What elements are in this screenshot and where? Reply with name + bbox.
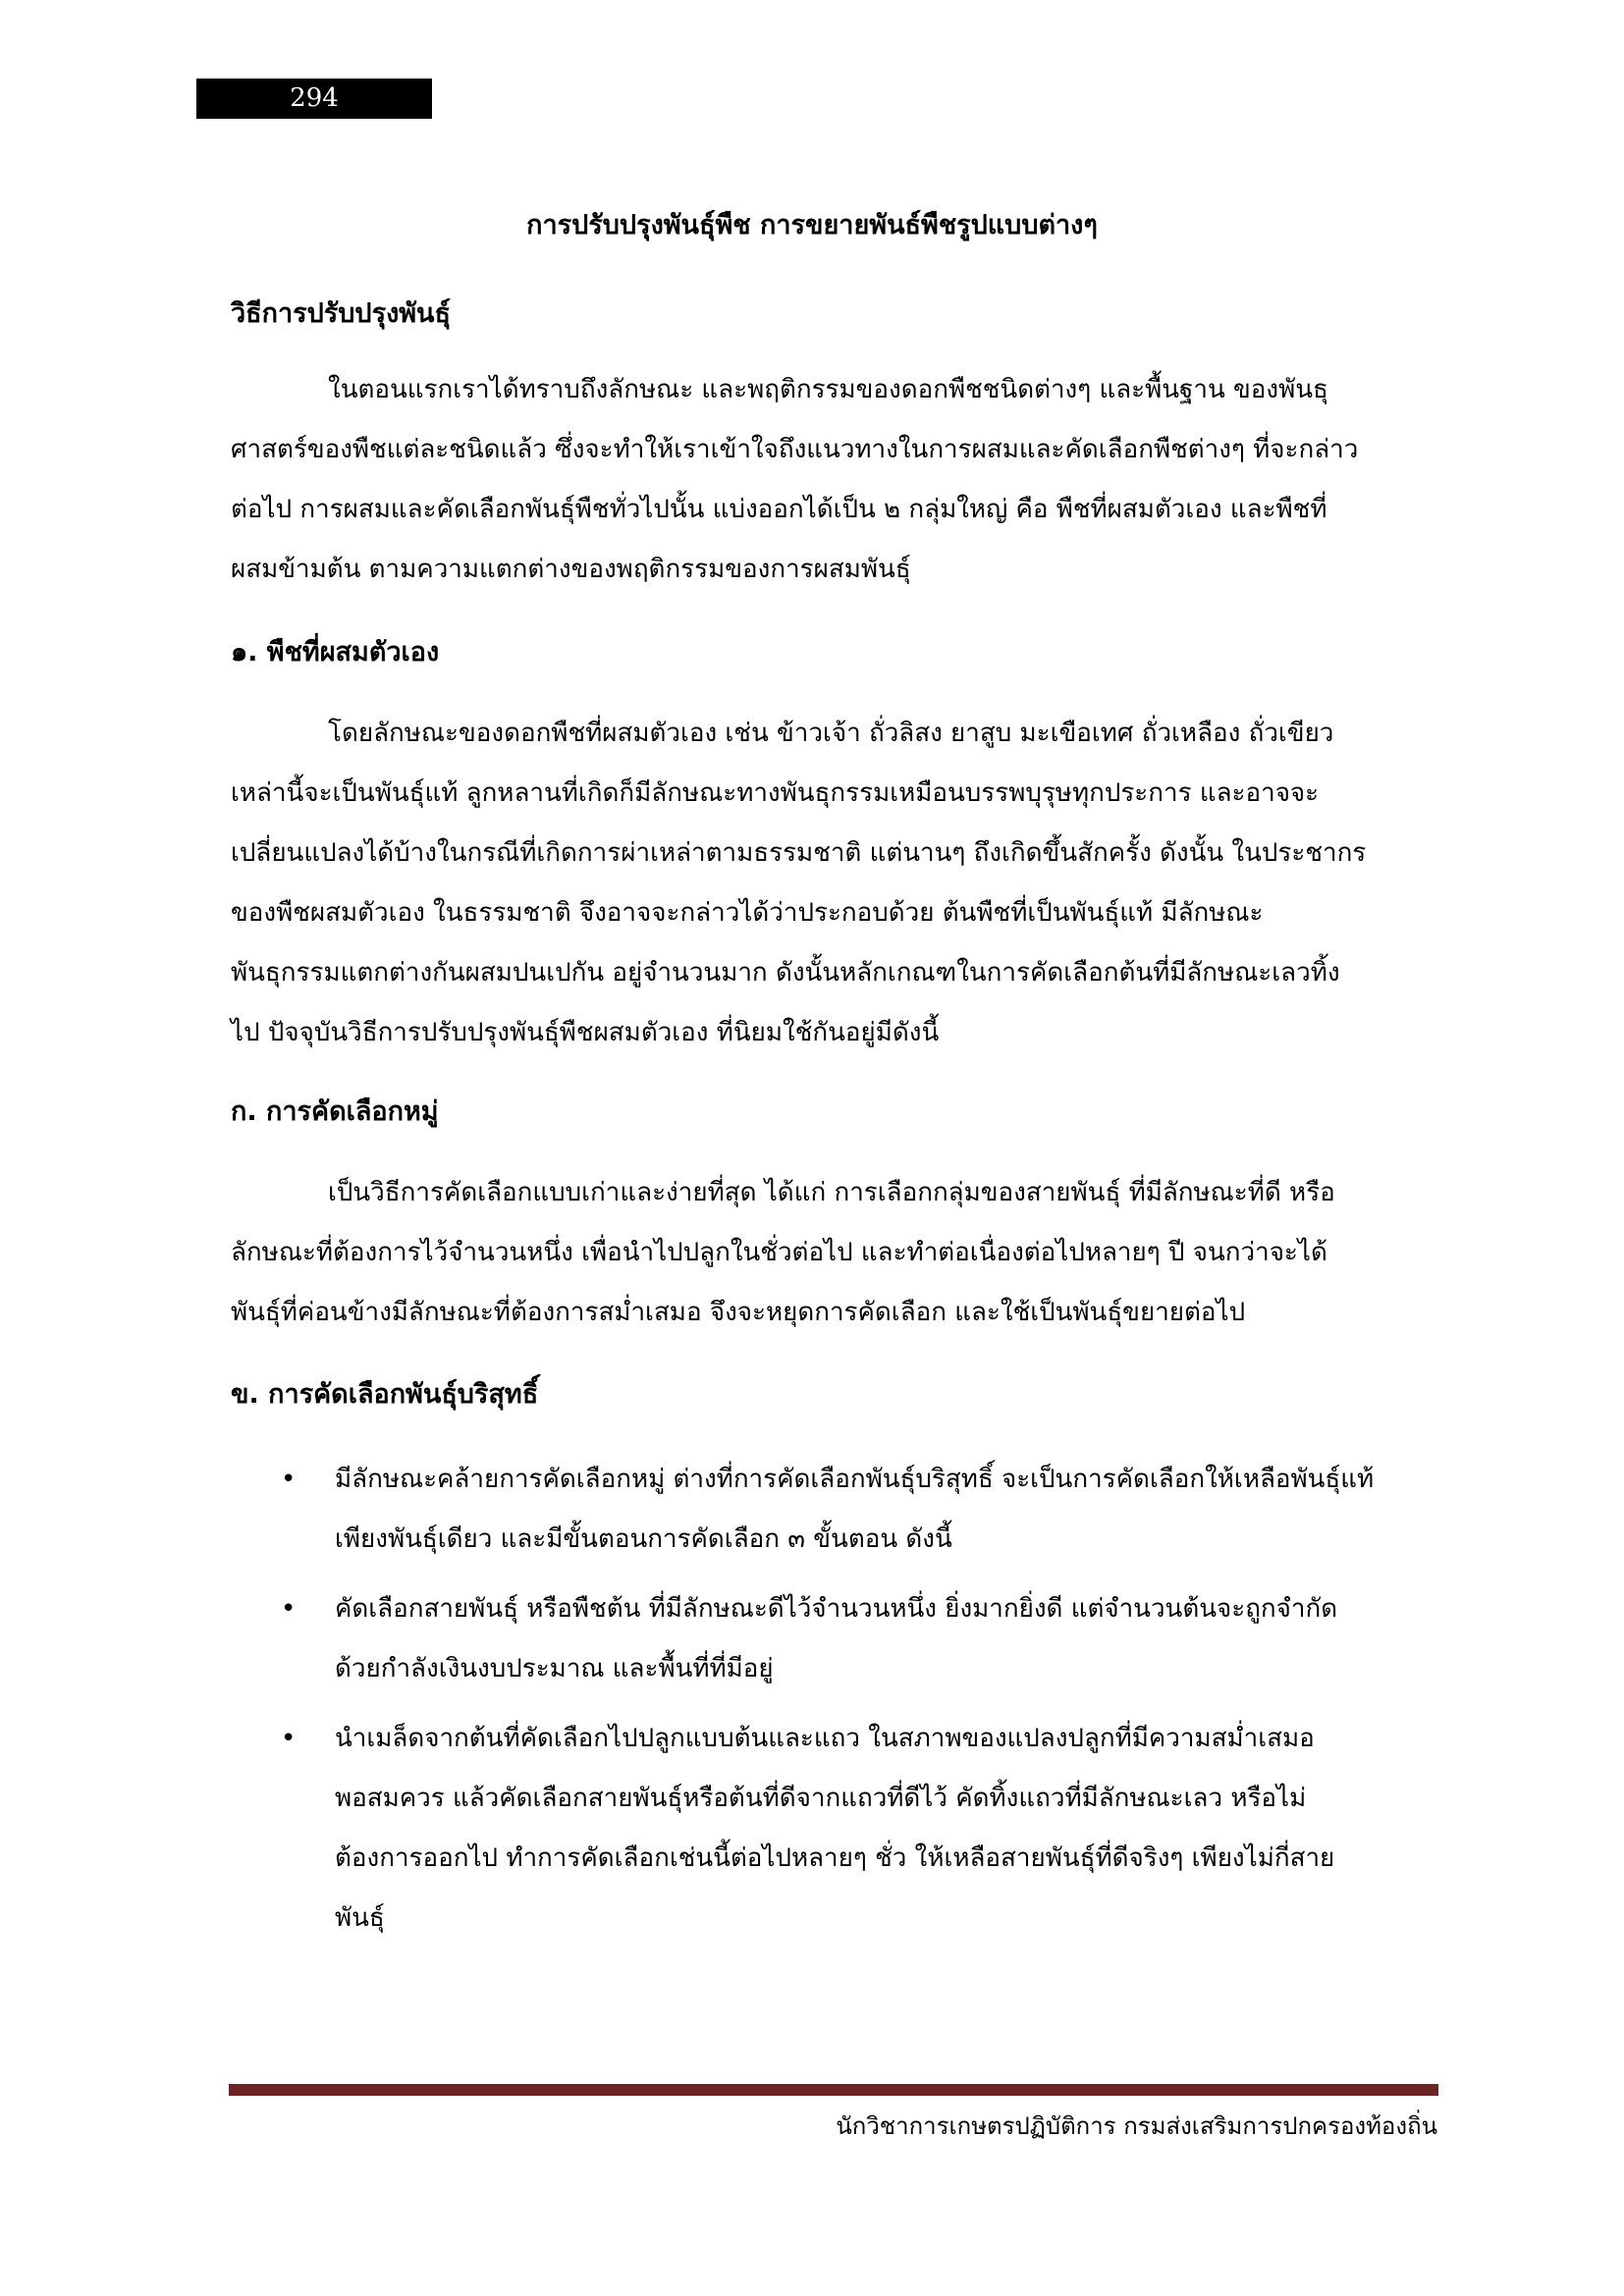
list-item-line: ด้วยกำลังเงินงบประมาณ และพื้นที่ที่มีอยู่ [335,1654,774,1683]
paragraph-line: ในตอนแรกเราได้ทราบถึงลักษณะ และพฤติกรรมของดอกพืชชนิดต่างๆ และพื้นฐาน ของพันธุ [328,375,1328,404]
heading-mass-selection: ก. การคัดเลือกหมู่ [231,1096,439,1127]
footer-text: นักวิชาการเกษตรปฏิบัติการ กรมส่งเสริมการปกครองท้องถิ่น [836,2112,1437,2140]
list-item-line: พอสมควร แล้วคัดเลือกสายพันธุ์หรือต้นที่ดีจากแถวที่ดีไว้ คัดทิ้งแถวที่มีลักษณะเลว หรือไม่ [335,1784,1307,1813]
list-item-line: นำเมล็ดจากต้นที่คัดเลือกไปปลูกแบบต้นและแถว ในสภาพของแปลงปลูกที่มีความสม่ำเสมอ [335,1724,1315,1753]
list-item-line: มีลักษณะคล้ายการคัดเลือกหมู่ ต่างที่การคัดเลือกพันธุ์บริสุทธิ์ จะเป็นการคัดเลือกให้เหลือพันธุ์แท้ [335,1465,1375,1494]
paragraph-line: เหล่านี้จะเป็นพันธุ์แท้ ลูกหลานที่เกิดก็มีลักษณะทางพันธุกรรมเหมือนบรรพบุรุษทุกประการ และอาจจะ [231,778,1320,808]
bullet-marker: • [281,1465,297,1494]
footer-divider [229,2084,1438,2096]
list-item-line: พันธุ์ [335,1903,385,1933]
section-heading: วิธีการปรับปรุงพันธุ์ [231,298,451,329]
paragraph-line: พันธุกรรมแตกต่างกันผสมปนเปกัน อยู่จำนวนมาก ดังนั้นหลักเกณฑในการคัดเลือกต้นที่มีลักษณะเลวทิ้ง [231,958,1340,988]
heading-self-pollinating: ๑. พืชที่ผสมตัวเอง [231,637,440,667]
paragraph-line: ต่อไป การผสมและคัดเลือกพันธุ์พืชทั่วไปนั้น แบ่งออกได้เป็น ๒ กลุ่มใหญ่ คือ พืชที่ผสมตัวเอง และพืชที่ [231,495,1327,524]
paragraph-line: ของพืชผสมตัวเอง ในธรรมชาติ จึงอาจจะกล่าวได้ว่าประกอบด้วย ต้นพืชที่เป็นพันธุ์แท้ มีลักษณะ [231,898,1264,928]
list-item-line: ต้องการออกไป ทำการคัดเลือกเช่นนี้ต่อไปหลายๆ ชั่ว ให้เหลือสายพันธุ์ที่ดีจริงๆ เพียงไม่กี่สาย [335,1843,1335,1873]
document-title: การปรับปรุงพันธุ์พืช การขยายพันธ์พืชรูปแบบต่างๆ [526,210,1098,240]
page-number: 294 [196,79,432,119]
paragraph-line: พันธุ์ที่ค่อนข้างมีลักษณะที่ต้องการสม่ำเสมอ จึงจะหยุดการคัดเลือก และใช้เป็นพันธุ์ขยายต่อไป [231,1298,1246,1327]
paragraph-line: ไป ปัจจุบันวิธีการปรับปรุงพันธุ์พืชผสมตัวเอง ที่นิยมใช้กันอยู่มีดังนี้ [231,1018,940,1047]
bullet-marker: • [281,1724,297,1753]
bullet-marker: • [281,1594,297,1624]
paragraph-line: ผสมข้ามต้น ตามความแตกต่างของพฤติกรรมของการผสมพันธุ์ [231,555,911,584]
paragraph-line: ลักษณะที่ต้องการไว้จำนวนหนึ่ง เพื่อนำไปปลูกในชั่วต่อไป และทำต่อเนื่องต่อไปหลายๆ ปี จนกว่าจะได้ [231,1238,1327,1267]
list-item-line: คัดเลือกสายพันธุ์ หรือพืชต้น ที่มีลักษณะดีไว้จำนวนหนึ่ง ยิ่งมากยิ่งดี แต่จำนวนต้นจะถูกจำกัด [335,1594,1338,1624]
list-item-line: เพียงพันธุ์เดียว และมีขั้นตอนการคัดเลือก ๓ ขั้นตอน ดังนี้ [335,1524,952,1554]
paragraph-line: เป็นวิธีการคัดเลือกแบบเก่าและง่ายที่สุด ได้แก่ การเลือกกลุ่มของสายพันธุ์ ที่มีลักษณะที่ดี หรือ [328,1178,1335,1207]
paragraph-line: ศาสตร์ของพืชแต่ละชนิดแล้ว ซึ่งจะทำให้เราเข้าใจถึงแนวทางในการผสมและคัดเลือกพืชต่างๆ ที่จะกล่าว [231,435,1359,464]
heading-pure-line-selection: ข. การคัดเลือกพันธุ์บริสุทธิ์ [231,1379,539,1410]
paragraph-line: เปลี่ยนแปลงได้บ้างในกรณีที่เกิดการผ่าเหล่าตามธรรมชาติ แต่นานๆ ถึงเกิดขึ้นสักครั้ง ดังนั้น ในประชากร [231,838,1367,868]
paragraph-line: โดยลักษณะของดอกพืชที่ผสมตัวเอง เช่น ข้าวเจ้า ถั่วลิสง ยาสูบ มะเขือเทศ ถั่วเหลือง ถั่วเขียว [328,719,1334,748]
